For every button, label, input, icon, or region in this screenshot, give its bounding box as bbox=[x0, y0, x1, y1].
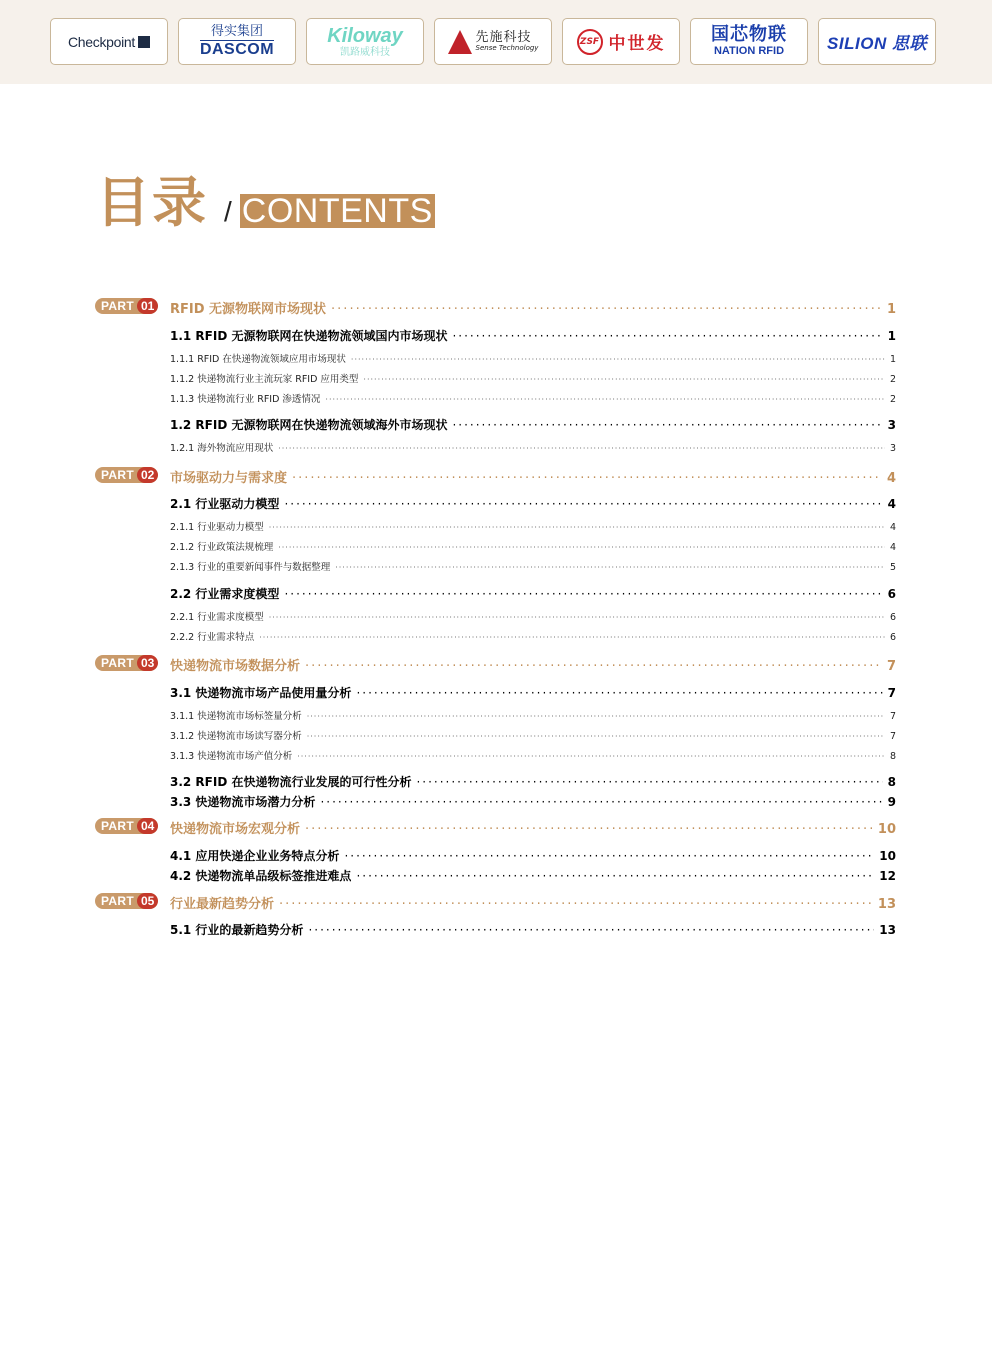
toc-page-number: 1 bbox=[889, 354, 896, 365]
part-badge-number: 02 bbox=[137, 467, 158, 483]
leader-dots bbox=[269, 613, 885, 622]
toc-page-number: 4 bbox=[889, 542, 896, 553]
toc-entry-label: 4.1 应用快递企业业务特点分析 bbox=[170, 849, 340, 863]
toc-entry-label: 2.2.2 行业需求特点 bbox=[170, 632, 255, 643]
logo-silion bbox=[818, 18, 936, 65]
logo-zsf bbox=[562, 18, 680, 65]
leader-dots bbox=[305, 659, 882, 674]
toc-page-number: 1 bbox=[887, 329, 896, 343]
leader-dots bbox=[344, 849, 874, 863]
leader-dots bbox=[416, 775, 882, 789]
toc-subsection-entry[interactable] bbox=[170, 748, 896, 762]
toc-subsection-entry[interactable] bbox=[170, 728, 896, 742]
toc-entry-label: 1.1.1 RFID 在快递物流领域应用市场现状 bbox=[170, 354, 346, 365]
toc-entry-label: 1.1.3 快递物流行业 RFID 渗透情况 bbox=[170, 394, 321, 405]
toc-part-title: 市场驱动力与需求度 bbox=[170, 471, 288, 486]
part-badge-word: PART bbox=[101, 299, 134, 313]
toc-page-number: 7 bbox=[889, 731, 896, 742]
toc-subsection-entry[interactable] bbox=[170, 351, 896, 365]
logo-sense bbox=[434, 18, 552, 65]
toc-subsection-entry[interactable] bbox=[170, 539, 896, 553]
toc-section-entry[interactable] bbox=[170, 847, 896, 864]
toc-section-entry[interactable] bbox=[170, 793, 896, 810]
toc-section-entry[interactable] bbox=[170, 867, 896, 884]
toc-subsection-entry[interactable] bbox=[170, 559, 896, 573]
toc-entry-label: 3.1.2 快递物流市场读写器分析 bbox=[170, 731, 302, 742]
dascom-en: DASCOM bbox=[199, 41, 275, 58]
toc-entry-label: 2.2 行业需求度模型 bbox=[170, 587, 280, 601]
toc-page-number: 1 bbox=[886, 302, 896, 317]
leader-dots bbox=[363, 375, 885, 384]
toc-title-cn: 目录 bbox=[96, 171, 208, 234]
toc-part-entry[interactable] bbox=[170, 893, 896, 912]
silion-name: SILION 思联 bbox=[827, 34, 927, 53]
toc-section-entry[interactable] bbox=[170, 684, 896, 701]
toc-title-slash: / bbox=[224, 196, 232, 227]
logo-band bbox=[0, 0, 992, 84]
leader-dots bbox=[278, 444, 885, 453]
toc-section-entry[interactable] bbox=[170, 773, 896, 790]
part-badge-word: PART bbox=[101, 468, 134, 482]
toc-section-entry[interactable] bbox=[170, 495, 896, 512]
toc-subsection-entry[interactable] bbox=[170, 371, 896, 385]
leader-dots bbox=[259, 633, 885, 642]
part-badge bbox=[95, 893, 158, 909]
toc-page-number: 4 bbox=[887, 497, 896, 511]
zsf-cn: 中世发 bbox=[608, 34, 666, 54]
nation-en: NATION RFID bbox=[713, 45, 785, 57]
toc-page-number: 8 bbox=[887, 775, 896, 789]
checkpoint-mark-icon bbox=[138, 36, 150, 48]
logo-checkpoint bbox=[50, 18, 168, 65]
toc-page-number: 4 bbox=[889, 522, 896, 533]
dascom-cn: 得实集团 bbox=[210, 24, 263, 39]
toc-page-number: 12 bbox=[879, 869, 896, 883]
part-badge bbox=[95, 655, 158, 671]
toc-page-number: 3 bbox=[889, 443, 896, 454]
toc-part-entry[interactable] bbox=[170, 298, 896, 317]
toc-page-number: 13 bbox=[879, 923, 896, 937]
toc-page-number: 6 bbox=[887, 587, 896, 601]
toc-page-number: 6 bbox=[889, 632, 896, 643]
leader-dots bbox=[269, 523, 885, 532]
toc-entry-label: 1.2 RFID 无源物联网在快递物流领域海外市场现状 bbox=[170, 418, 448, 432]
toc-page-number: 6 bbox=[889, 612, 896, 623]
part-badge-number: 03 bbox=[137, 655, 158, 671]
toc-page-number: 10 bbox=[877, 822, 896, 837]
toc-page-number: 2 bbox=[889, 374, 896, 385]
part-badge bbox=[95, 818, 158, 834]
toc-page-number: 7 bbox=[886, 659, 896, 674]
sense-triangle-icon bbox=[448, 30, 472, 54]
toc-part-title: 行业最新趋势分析 bbox=[170, 897, 275, 912]
toc-entry-label: 3.1 快递物流市场产品使用量分析 bbox=[170, 686, 352, 700]
nation-cn: 国芯物联 bbox=[711, 24, 787, 45]
leader-dots bbox=[320, 795, 882, 809]
leader-dots bbox=[335, 563, 885, 572]
leader-dots bbox=[356, 686, 882, 700]
toc-entry-label: 1.1 RFID 无源物联网在快递物流领域国内市场现状 bbox=[170, 329, 448, 343]
toc-part-title: 快递物流市场宏观分析 bbox=[170, 822, 301, 837]
leader-dots bbox=[307, 732, 885, 741]
toc-section-entry[interactable] bbox=[170, 585, 896, 602]
toc-entry-label: 1.1.2 快递物流行业主流玩家 RFID 应用类型 bbox=[170, 374, 359, 385]
toc-section-entry[interactable] bbox=[170, 327, 896, 344]
logo-nation-rfid bbox=[690, 18, 808, 65]
toc-entry-label: 3.3 快递物流市场潜力分析 bbox=[170, 795, 316, 809]
kiloway-cn: 凯路威科技 bbox=[339, 46, 390, 58]
toc-page-number: 7 bbox=[887, 686, 896, 700]
part-badge-number: 04 bbox=[137, 818, 158, 834]
toc-entry-label: 2.1.1 行业驱动力模型 bbox=[170, 522, 264, 533]
toc-page-number: 4 bbox=[886, 471, 896, 486]
leader-dots bbox=[278, 543, 885, 552]
toc-entry-label: 3.1.3 快递物流市场产值分析 bbox=[170, 751, 293, 762]
toc-subsection-entry[interactable] bbox=[170, 708, 896, 722]
toc-subsection-entry[interactable] bbox=[170, 519, 896, 533]
toc-page-number: 2 bbox=[889, 394, 896, 405]
toc-entry-label: 2.1.3 行业的重要新闻事件与数据整理 bbox=[170, 562, 331, 573]
toc-page-number: 9 bbox=[887, 795, 896, 809]
sense-en: Sense Technology bbox=[475, 43, 539, 52]
toc-part-title: 快递物流市场数据分析 bbox=[170, 659, 301, 674]
toc-section-entry[interactable] bbox=[170, 416, 896, 433]
leader-dots bbox=[452, 329, 882, 343]
toc-part-title: RFID 无源物联网市场现状 bbox=[170, 302, 327, 317]
leader-dots bbox=[297, 752, 885, 761]
toc-part-entry[interactable] bbox=[170, 655, 896, 674]
leader-dots bbox=[308, 923, 874, 937]
leader-dots bbox=[292, 471, 882, 486]
logo-kiloway bbox=[306, 18, 424, 65]
toc-page-number: 10 bbox=[879, 849, 896, 863]
part-badge bbox=[95, 298, 158, 314]
leader-dots bbox=[452, 418, 882, 432]
part-badge-word: PART bbox=[101, 819, 134, 833]
kiloway-en: Kiloway bbox=[327, 24, 403, 47]
toc-page-number: 8 bbox=[889, 751, 896, 762]
toc-entry-label: 1.2.1 海外物流应用现状 bbox=[170, 443, 274, 454]
toc-entry-label: 2.1.2 行业政策法规梳理 bbox=[170, 542, 274, 553]
leader-dots bbox=[307, 712, 885, 721]
checkpoint-name: Checkpoint bbox=[67, 33, 136, 50]
part-badge-number: 05 bbox=[137, 893, 158, 909]
part-badge bbox=[95, 467, 158, 483]
toc-part-entry[interactable] bbox=[170, 467, 896, 486]
toc-subsection-entry[interactable] bbox=[170, 391, 896, 405]
toc-subsection-entry[interactable] bbox=[170, 609, 896, 623]
toc-entry-label: 4.2 快递物流单品级标签推进难点 bbox=[170, 869, 352, 883]
leader-dots bbox=[284, 497, 882, 511]
toc-page-number: 5 bbox=[889, 562, 896, 573]
toc-section-entry[interactable] bbox=[170, 921, 896, 938]
toc-part-entry[interactable] bbox=[170, 818, 896, 837]
leader-dots bbox=[284, 587, 882, 601]
toc-entry-label: 5.1 行业的最新趋势分析 bbox=[170, 923, 304, 937]
toc-page-number: 3 bbox=[887, 418, 896, 432]
part-badge-word: PART bbox=[101, 894, 134, 908]
logo-dascom bbox=[178, 18, 296, 65]
leader-dots bbox=[331, 302, 882, 317]
part-badge-word: PART bbox=[101, 656, 134, 670]
zsf-mark: ZSF bbox=[577, 29, 603, 55]
leader-dots bbox=[279, 897, 873, 912]
toc-entry-label: 3.1.1 快递物流市场标签量分析 bbox=[170, 711, 302, 722]
leader-dots bbox=[305, 822, 873, 837]
toc-entry-label: 3.2 RFID 在快递物流行业发展的可行性分析 bbox=[170, 775, 412, 789]
sponsor-logos bbox=[50, 18, 936, 65]
toc-entry-label: 2.1 行业驱动力模型 bbox=[170, 497, 280, 511]
toc-page-number: 13 bbox=[877, 897, 896, 912]
toc-subsection-entry[interactable] bbox=[170, 440, 896, 454]
toc-entry-label: 2.2.1 行业需求度模型 bbox=[170, 612, 264, 623]
toc-subsection-entry[interactable] bbox=[170, 629, 896, 643]
leader-dots bbox=[325, 395, 885, 404]
leader-dots bbox=[356, 869, 874, 883]
sense-cn: 先施科技 bbox=[475, 30, 532, 45]
toc-title bbox=[96, 171, 435, 234]
part-badge-number: 01 bbox=[137, 298, 158, 314]
toc-page-number: 7 bbox=[889, 711, 896, 722]
leader-dots bbox=[351, 355, 885, 364]
toc-title-en: CONTENTS bbox=[241, 192, 433, 230]
